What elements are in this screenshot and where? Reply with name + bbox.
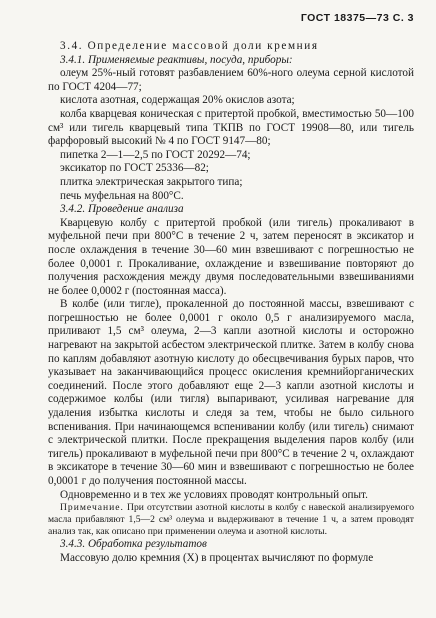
note-label: Примечание. xyxy=(60,502,124,514)
subsection-3-4-3-title: 3.4.3. Обработка результатов xyxy=(60,538,207,551)
reagent-oleum: олеум 25%-ный готовят разбавлением 60%-ного олеума серной кислотой по ГОСТ 4204—77; xyxy=(48,67,414,93)
paragraph-results-formula: Массовую долю кремния (X) в процентах вычисляют по формуле xyxy=(60,551,374,564)
paragraph-analysis-procedure: В колбе (или тигле), прокаленной до постоянной массы, взвешивают с погрешностью не более 0,0001 г около 0,5 г анализируемого масла, приливают 1,5 см³ олеума, 2—3 капли азотной кислоты и осторожно нагревают на закрытой асбестом электрической плитке. Затем в колбу снова по каплям добавляют азотную кислоту до обесцвечивания бурых паров, что указывает на заканчивающийся процесс окисления кремнийорганических соединений. После этого добавляют еще 2—3 капли азотной кислоты и содержимое колбы (или тигля) выпаривают, усиливая нагревание для удаления избытка кислоты и следя за тем, чтобы не было сильного вспенивания. При начинающемся вспенивании колбу (или тигель) снимают с электрической плитки. После прекращения выделения паров колбу (или тигель) прокаливают в муфельной печи при 800°С в течение 2 ч, охлаждают в эксикаторе в течение 30—60 мин и взвешивают с погрешностью не более 0,0001 г до получения постоянной массы. xyxy=(48,298,414,487)
equipment-furnace: печь муфельная на 800°С. xyxy=(60,189,184,202)
page-header: ГОСТ 18375—73 С. 3 xyxy=(300,12,414,24)
note xyxy=(48,502,414,538)
document-body xyxy=(48,40,414,565)
equipment-pipette: пипетка 2—1—2,5 по ГОСТ 20292—74; xyxy=(60,148,251,161)
paragraph-control-experiment: Одновременно и в тех же условиях проводят контрольный опыт. xyxy=(60,488,368,501)
note-text: При отсутствии азотной кислоты в колбу с навеской анализируемого масла прибавляют 1,5—2 см³ олеума и выдерживают в течение 1 ч, а затем проводят анализ так, как описано при применении олеума и азотной кислоты. xyxy=(48,502,414,538)
subsection-3-4-1-title: 3.4.1. Применяемые реактивы, посуда, приборы: xyxy=(60,53,293,66)
reagent-nitric-acid: кислота азотная, содержащая 20% окислов азота; xyxy=(60,94,295,107)
equipment-desiccator: эксикатор по ГОСТ 25336—82; xyxy=(60,162,209,175)
subsection-3-4-2-title: 3.4.2. Проведение анализа xyxy=(60,203,184,216)
equipment-flask: колба кварцевая коническая с притертой пробкой, вместимостью 50—100 см³ или тигель кварцевый типа ТКПВ по ГОСТ 19908—80, или тигель фарфоровый высокий № 4 по ГОСТ 9147—80; xyxy=(48,107,414,148)
section-title: 3.4. Определение массовой доли кремния xyxy=(60,40,319,52)
equipment-hotplate: плитка электрическая закрытого типа; xyxy=(60,175,243,188)
paragraph-crucible-preparation: Кварцевую колбу с притертой пробкой (или тигель) прокаливают в муфельной печи при 800°С в течение 2 ч, затем переносят в эксикатор и после охлаждения в течение 30—60 мин взвешивают с погрешностью не более 0,0001 г. Прокаливание, охлаждение и взвешивание повторяют до получения расхождения между двумя последовательными взвешиваниями не более 0,0002 г (постоянная масса). xyxy=(48,216,414,297)
